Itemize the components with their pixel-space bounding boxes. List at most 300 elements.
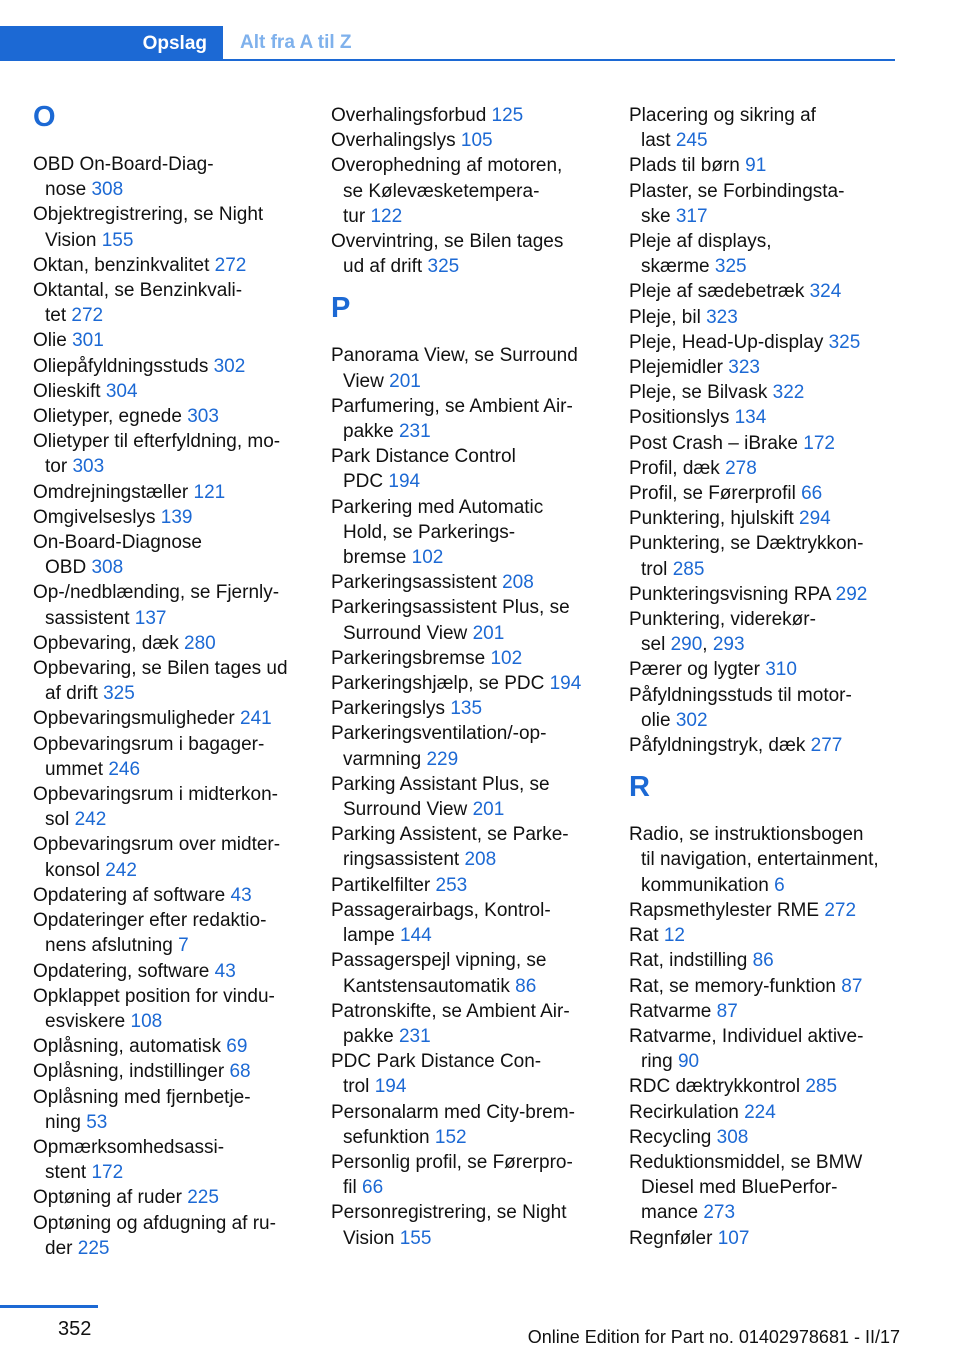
index-entry-line xyxy=(331,495,601,520)
index-entry xyxy=(331,873,601,898)
page-link[interactable]: 224 xyxy=(744,1101,776,1123)
page-link[interactable]: 308 xyxy=(91,557,124,579)
index-entry xyxy=(331,999,601,1049)
page-link[interactable]: 139 xyxy=(160,506,193,528)
page-link[interactable]: 301 xyxy=(72,330,104,352)
index-term: pakke xyxy=(343,421,394,443)
index-term: Opbevaringsmuligheder xyxy=(33,708,235,730)
index-entry-line xyxy=(331,1049,601,1074)
index-entry xyxy=(331,1150,601,1200)
page-link[interactable]: 325 xyxy=(828,331,861,353)
page-link[interactable]: 280 xyxy=(184,632,216,654)
page-link[interactable]: 292 xyxy=(835,583,868,605)
index-entry-line xyxy=(629,873,899,898)
page-link[interactable]: 125 xyxy=(491,105,524,126)
page-link[interactable]: 194 xyxy=(549,673,582,695)
index-term: Recycling xyxy=(629,1126,712,1148)
page-link[interactable]: 121 xyxy=(193,481,226,503)
index-term: Opbevaring, se Bilen tages ud xyxy=(33,658,288,680)
index-term: Pleje, bil xyxy=(629,306,701,328)
index-entry-line xyxy=(33,1211,303,1236)
index-entry-line xyxy=(33,883,303,908)
index-entry-line xyxy=(331,1100,601,1125)
index-entry-line xyxy=(629,1150,899,1175)
index-term: ummet xyxy=(45,758,104,780)
page-link[interactable]: 272 xyxy=(824,899,857,921)
index-entry xyxy=(629,1100,899,1125)
index-entry-line xyxy=(629,254,899,279)
index-entry-line xyxy=(33,328,303,353)
index-term: Pleje af sædebetræk xyxy=(629,281,805,303)
index-entry-line xyxy=(331,974,601,999)
index-term: Ratvarme xyxy=(629,1000,712,1022)
index-term: Vision xyxy=(343,1227,395,1249)
index-term: konsol xyxy=(45,859,100,881)
page-link[interactable]: 225 xyxy=(77,1237,110,1259)
index-entry-line xyxy=(331,696,601,721)
index-entry-line xyxy=(33,278,303,303)
index-entry xyxy=(331,671,601,696)
index-entry-line xyxy=(629,204,899,229)
page-link[interactable]: 285 xyxy=(672,558,705,580)
index-entry-line xyxy=(33,1009,303,1034)
page-link[interactable]: 7 xyxy=(178,935,189,957)
page-link[interactable]: 290 xyxy=(670,634,703,656)
index-entry-line xyxy=(331,747,601,772)
index-entry xyxy=(629,179,899,229)
index-term: Omdrejningstæller xyxy=(33,481,189,503)
index-term: fil xyxy=(343,1177,357,1199)
index-term: Kantstensautomatik xyxy=(343,975,510,997)
index-entry xyxy=(33,530,303,580)
index-entry xyxy=(331,898,601,948)
page-link[interactable]: 272 xyxy=(214,254,247,276)
page-link[interactable]: 86 xyxy=(515,975,537,997)
tab-alt-fra-a-til-z[interactable] xyxy=(240,26,352,60)
index-column-3 xyxy=(629,103,899,1251)
index-entry xyxy=(629,999,899,1024)
index-term: Oplåsning med fjernbetje- xyxy=(33,1086,251,1108)
index-entry-line xyxy=(331,570,601,595)
index-term: Opdateringer efter redaktio- xyxy=(33,910,267,932)
index-term: Rat, se memory-funktion xyxy=(629,975,836,997)
page-link[interactable]: 6 xyxy=(774,874,785,896)
page-link[interactable]: 302 xyxy=(675,709,708,731)
index-term: Opdatering af software xyxy=(33,884,226,906)
page-link[interactable]: 231 xyxy=(398,421,431,443)
index-term: Passagerairbags, Kontrol- xyxy=(331,899,551,921)
index-entry-line xyxy=(629,355,899,380)
page-link[interactable]: 194 xyxy=(388,471,421,493)
page-link[interactable]: 90 xyxy=(677,1051,700,1073)
page-link[interactable]: 107 xyxy=(717,1227,750,1249)
page-link[interactable]: 53 xyxy=(86,1111,108,1133)
index-entry-line xyxy=(33,379,303,404)
index-entry xyxy=(33,832,303,882)
index-term: sel xyxy=(641,634,666,656)
page-link[interactable]: 43 xyxy=(214,960,236,982)
index-entry-line xyxy=(33,908,303,933)
index-entry xyxy=(33,328,303,353)
index-entry-line xyxy=(331,254,601,279)
index-term: Plads til børn xyxy=(629,155,740,177)
index-entry-line xyxy=(331,204,601,229)
index-entry-line xyxy=(629,330,899,355)
index-term: Omgivelseslys xyxy=(33,506,156,528)
index-term: skærme xyxy=(641,256,710,278)
page-link[interactable]: 310 xyxy=(765,659,797,681)
page-link[interactable]: 325 xyxy=(103,683,135,705)
index-entry-line xyxy=(629,582,899,607)
page-link[interactable]: 229 xyxy=(426,748,459,770)
page-link[interactable]: 324 xyxy=(809,281,842,303)
index-entry xyxy=(33,580,303,630)
page-link[interactable]: 201 xyxy=(472,799,505,821)
index-entry-line xyxy=(33,757,303,782)
index-entry xyxy=(629,380,899,405)
index-term: sassistent xyxy=(45,607,130,629)
index-term: Olietyper, egnede xyxy=(33,406,182,428)
index-term: Panorama View, se Surround xyxy=(331,345,578,367)
page-link[interactable]: 245 xyxy=(675,130,708,152)
index-entry-line xyxy=(33,253,303,278)
index-entry-line xyxy=(33,984,303,1009)
section-letter: R xyxy=(629,771,650,804)
index-entry xyxy=(33,505,303,530)
index-entry-line xyxy=(629,557,899,582)
index-term: nens afslutning xyxy=(45,935,173,957)
index-entry-line xyxy=(331,103,601,128)
index-term: Vision xyxy=(45,229,97,251)
index-entry xyxy=(33,278,303,328)
index-term: Plaster, se Forbindingsta- xyxy=(629,180,845,202)
page-link[interactable]: 293 xyxy=(712,634,745,656)
index-entry-line xyxy=(33,807,303,832)
page-link[interactable]: 277 xyxy=(810,735,843,757)
index-term: sol xyxy=(45,809,70,831)
index-term: tet xyxy=(45,305,67,327)
index-entry-line xyxy=(629,822,899,847)
page-link[interactable]: 272 xyxy=(71,305,104,327)
page-link[interactable]: 294 xyxy=(799,508,831,530)
page-link[interactable]: 285 xyxy=(805,1076,838,1098)
index-entry-line xyxy=(629,179,899,204)
index-entry-line xyxy=(629,923,899,948)
index-term: varmning xyxy=(343,748,422,770)
index-entry-line xyxy=(331,621,601,646)
page-link[interactable]: 253 xyxy=(435,874,468,896)
index-entry-line xyxy=(629,506,899,531)
page-link[interactable]: 322 xyxy=(772,382,805,404)
index-term: mance xyxy=(641,1202,699,1224)
index-entry xyxy=(629,607,899,657)
index-entry-line xyxy=(629,974,899,999)
index-term: Opbevaringsrum i midterkon- xyxy=(33,784,278,806)
index-term: Plejemidler xyxy=(629,357,723,379)
index-entry xyxy=(331,948,601,998)
index-entry-line xyxy=(33,228,303,253)
index-entry-line xyxy=(33,404,303,429)
index-entry-line xyxy=(331,1150,601,1175)
index-entry xyxy=(331,343,601,393)
index-entry xyxy=(33,429,303,479)
tab-opslag[interactable] xyxy=(0,26,223,61)
index-entry-line xyxy=(629,999,899,1024)
page-number: 352 xyxy=(58,1318,92,1340)
index-term: der xyxy=(45,1237,73,1259)
index-entry xyxy=(33,883,303,908)
index-entry xyxy=(629,582,899,607)
page-link[interactable]: 231 xyxy=(398,1025,431,1047)
index-entry-line xyxy=(33,480,303,505)
index-term: Parkeringslys xyxy=(331,698,446,720)
index-term: Rat xyxy=(629,925,659,947)
index-entry-line xyxy=(33,1059,303,1084)
index-entry-line xyxy=(33,429,303,454)
index-term: Påfyldningsstuds til motor- xyxy=(629,684,852,706)
index-term: PDC Park Distance Con- xyxy=(331,1051,542,1073)
page-link[interactable]: 87 xyxy=(716,1000,738,1022)
index-entry xyxy=(629,974,899,999)
page-link[interactable]: 68 xyxy=(229,1061,251,1083)
index-entry-line xyxy=(629,153,899,178)
page-link[interactable]: 155 xyxy=(399,1227,432,1249)
index-term: Opmærksomhedsassi- xyxy=(33,1136,225,1158)
index-term: ske xyxy=(641,205,671,227)
index-entry-line xyxy=(331,721,601,746)
index-term: Optøning af ruder xyxy=(33,1187,182,1209)
page-link[interactable]: 246 xyxy=(108,758,141,780)
index-entry xyxy=(33,253,303,278)
index-term: last xyxy=(641,130,671,152)
page-link[interactable]: 102 xyxy=(411,547,444,569)
page-link[interactable]: 12 xyxy=(663,925,685,947)
index-entry xyxy=(629,153,899,178)
page-link[interactable]: 194 xyxy=(374,1076,407,1098)
index-entry xyxy=(331,103,601,128)
page-link[interactable]: 304 xyxy=(105,380,138,402)
index-entry-line xyxy=(331,646,601,671)
page-link[interactable]: 134 xyxy=(734,407,767,429)
index-term: Pærer og lygter xyxy=(629,659,760,681)
index-entry-line xyxy=(331,1200,601,1225)
page-link[interactable]: 308 xyxy=(91,179,124,201)
section-letter: O xyxy=(33,101,56,133)
page-link[interactable]: 278 xyxy=(725,457,757,479)
index-entry xyxy=(331,696,601,721)
index-entry xyxy=(331,394,601,444)
index-entry xyxy=(629,733,899,758)
page-link[interactable]: 87 xyxy=(841,975,863,997)
page-link[interactable]: 144 xyxy=(400,925,432,947)
page-link[interactable]: 323 xyxy=(706,306,738,328)
page-link[interactable]: 102 xyxy=(490,647,523,669)
index-entry xyxy=(33,1211,303,1261)
index-term: Punktering, se Dæktrykkon- xyxy=(629,533,864,555)
page-link[interactable]: 66 xyxy=(801,483,823,505)
index-term: Parkeringsassistent Plus, se xyxy=(331,597,570,619)
index-entry xyxy=(629,822,899,898)
index-term: Surround View xyxy=(343,622,468,644)
index-entry-line xyxy=(629,607,899,632)
index-term: Placering og sikring af xyxy=(629,105,816,126)
page-link[interactable]: 105 xyxy=(460,130,493,152)
index-term: Pleje, se Bilvask xyxy=(629,382,768,404)
index-entry-line xyxy=(629,1200,899,1225)
page-link[interactable]: 137 xyxy=(134,607,167,629)
index-entry xyxy=(33,656,303,706)
index-entry xyxy=(331,1049,601,1099)
index-term: Rat, indstilling xyxy=(629,950,748,972)
page-link[interactable]: 86 xyxy=(752,950,774,972)
index-entry-line xyxy=(629,431,899,456)
index-term: Optøning og afdugning af ru- xyxy=(33,1212,276,1234)
page-link[interactable]: 208 xyxy=(502,572,534,594)
page-link[interactable]: 225 xyxy=(187,1187,219,1209)
index-term: Opbevaringsrum over midter- xyxy=(33,834,281,856)
index-entry-line xyxy=(331,1175,601,1200)
page-link[interactable]: 325 xyxy=(714,256,747,278)
index-term: ning xyxy=(45,1111,81,1133)
index-entry xyxy=(331,822,601,872)
page-link[interactable]: 242 xyxy=(74,809,107,831)
index-entry-line xyxy=(331,671,601,696)
page-link[interactable]: 172 xyxy=(91,1162,124,1184)
index-entry-line xyxy=(33,454,303,479)
page-link[interactable]: 308 xyxy=(716,1126,749,1148)
index-entry-line xyxy=(629,1226,899,1251)
index-term: Parking Assistant Plus, se xyxy=(331,773,550,795)
index-term: Overhalingslys xyxy=(331,130,456,152)
page-link[interactable]: 323 xyxy=(728,357,760,379)
index-term: trol xyxy=(641,558,668,580)
index-entry-line xyxy=(331,948,601,973)
page-link[interactable]: 108 xyxy=(130,1010,163,1032)
index-entry xyxy=(629,355,899,380)
index-entry-line xyxy=(629,531,899,556)
index-entry xyxy=(331,1100,601,1150)
index-entry xyxy=(629,948,899,973)
index-entry-line xyxy=(629,683,899,708)
index-entry xyxy=(331,570,601,595)
index-entry-line xyxy=(33,354,303,379)
index-entry xyxy=(331,721,601,771)
index-term: ud af drift xyxy=(343,256,423,278)
index-term: RDC dæktrykkontrol xyxy=(629,1076,801,1098)
index-entry xyxy=(33,152,303,202)
tab-opslag-label: Opslag xyxy=(142,32,207,54)
index-term: Punktering, viderekør- xyxy=(629,609,816,631)
index-term: Radio, se instruktionsbogen xyxy=(629,824,864,846)
index-entry xyxy=(33,354,303,379)
index-entry-line xyxy=(331,369,601,394)
page-link[interactable]: 208 xyxy=(464,849,497,871)
page-link[interactable]: 69 xyxy=(226,1036,248,1058)
index-entry-line xyxy=(331,229,601,254)
index-term: Post Crash – iBrake xyxy=(629,432,798,454)
index-entry-line xyxy=(33,631,303,656)
index-term: Surround View xyxy=(343,799,468,821)
index-term: Ratvarme, Individuel aktive- xyxy=(629,1025,864,1047)
edition-note: Online Edition for Part no. 01402978681 - II/17 xyxy=(527,1327,900,1347)
index-entry-line xyxy=(33,732,303,757)
page-link[interactable]: 201 xyxy=(472,622,505,644)
index-term: af drift xyxy=(45,683,98,705)
index-term: Opbevaringsrum i bagager- xyxy=(33,733,265,755)
page-link[interactable]: 135 xyxy=(450,698,483,720)
index-entry xyxy=(629,1074,899,1099)
index-entry-line xyxy=(331,394,601,419)
page-link[interactable]: 91 xyxy=(745,155,767,177)
index-entry-line xyxy=(331,873,601,898)
page-link[interactable]: 172 xyxy=(803,432,835,454)
page-link[interactable]: 43 xyxy=(230,884,252,906)
index-term: Reduktionsmiddel, se BMW xyxy=(629,1151,863,1173)
index-entry xyxy=(33,404,303,429)
index-term: Patronskifte, se Ambient Air- xyxy=(331,1000,570,1022)
index-entry-line xyxy=(629,405,899,430)
page-link[interactable]: 242 xyxy=(105,859,137,881)
index-term: nose xyxy=(45,179,87,201)
index-term: Diesel med BluePerfor- xyxy=(641,1177,838,1199)
index-entry xyxy=(33,379,303,404)
page-link[interactable]: 317 xyxy=(675,205,708,227)
index-entry-line xyxy=(33,202,303,227)
page-link[interactable]: 201 xyxy=(389,370,421,392)
index-term: pakke xyxy=(343,1025,394,1047)
page-link[interactable]: 273 xyxy=(703,1202,736,1224)
index-entry-line xyxy=(331,343,601,368)
index-term: Olie xyxy=(33,330,67,352)
index-term: Recirkulation xyxy=(629,1101,739,1123)
page-link[interactable]: 325 xyxy=(427,256,460,278)
page-link[interactable]: 122 xyxy=(370,205,403,227)
index-entry-line xyxy=(629,1074,899,1099)
index-term: Punktering, hjulskift xyxy=(629,508,794,530)
index-entry xyxy=(33,1034,303,1059)
page-link[interactable]: 66 xyxy=(362,1177,384,1199)
page-link[interactable]: 303 xyxy=(187,406,219,428)
index-entry-line xyxy=(629,1125,899,1150)
page-link[interactable]: 241 xyxy=(240,708,272,730)
index-entry xyxy=(629,657,899,682)
index-entry xyxy=(331,444,601,494)
index-term: On-Board-Diagnose xyxy=(33,532,202,554)
index-term: Overophedning af motoren, xyxy=(331,155,563,177)
index-term: Pleje, Head-Up-display xyxy=(629,331,824,353)
index-term: tur xyxy=(343,205,366,227)
index-entry-line xyxy=(331,999,601,1024)
page-link[interactable]: 152 xyxy=(434,1126,467,1148)
page-link[interactable]: 303 xyxy=(72,456,105,478)
index-term: kommunikation xyxy=(641,874,769,896)
index-term: Positionslys xyxy=(629,407,730,429)
index-entry-line xyxy=(629,898,899,923)
section-letter: P xyxy=(331,292,351,325)
page-link[interactable]: 155 xyxy=(101,229,134,251)
index-entry-line xyxy=(331,128,601,153)
index-entry-line xyxy=(331,444,601,469)
index-term: Overhalingsforbud xyxy=(331,105,487,126)
index-entry xyxy=(331,772,601,822)
index-entry-line xyxy=(33,1236,303,1261)
index-entry xyxy=(629,1024,899,1074)
page-link[interactable]: 302 xyxy=(213,355,246,377)
index-term: Punkteringsvisning RPA xyxy=(629,583,831,605)
index-entry xyxy=(629,923,899,948)
index-entry-line xyxy=(33,782,303,807)
index-term: Opklappet position for vindu- xyxy=(33,985,275,1007)
